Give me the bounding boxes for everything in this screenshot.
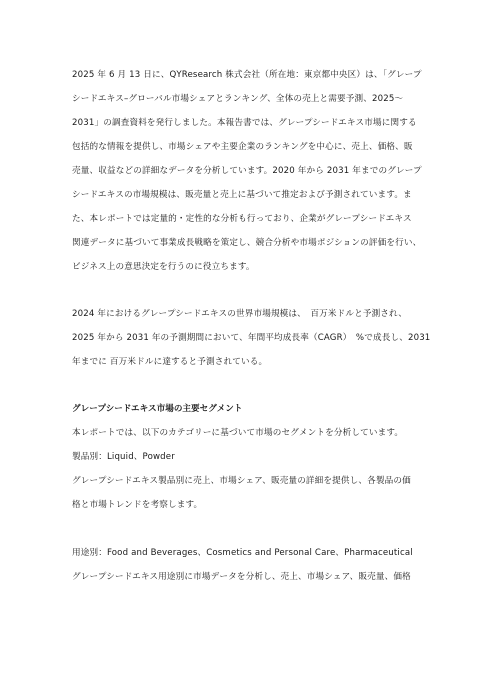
product-desc-line: 格と市場トレンドを考察します。: [72, 500, 203, 510]
intro-line: ビジネス上の意思決定を行うのに役立ちます。: [72, 262, 255, 272]
intro-line: 2025 年 6 月 13 日に、QYResearch 株式会社（所在地：東京都中央区）は、「グレープ: [72, 70, 422, 80]
intro-line: シードエキスの市場規模は、販売量と売上に基づいて推定および予測されています。ま: [72, 190, 412, 200]
product-segment-description: [72, 469, 420, 517]
market-size-line: 2024 年におけるグレープシードエキスの世界市場規模は、 百万米ドルと予測され、: [72, 309, 408, 319]
application-segment-description: [72, 565, 420, 589]
segments-heading: グレープシードエキス市場の主要セグメント: [72, 404, 243, 414]
intro-line: た、本レポートでは定量的・定性的な分析も行っており、企業がグレープシードエキス: [72, 214, 412, 224]
intro-line: 売量、収益などの詳細なデータを分析しています。2020 年から 2031 年までのグレープ: [72, 166, 422, 176]
paragraph-spacer: [72, 517, 420, 541]
product-desc-line: グレープシードエキス製品別に売上、市場シェア、販売量の詳細を提供し、各製品の価: [72, 476, 411, 486]
market-size-line: 年までに 百万米ドルに達すると予測されている。: [72, 357, 268, 367]
paragraph-spacer: [72, 279, 420, 302]
product-segment-label: 製品別：Liquid、Powder: [72, 452, 175, 462]
market-size-paragraph: [72, 302, 431, 374]
intro-paragraph: [72, 63, 420, 279]
application-desc-line: グレープシードエキス用途別に市場データを分析し、売上、市場シェア、販売量、価格: [72, 572, 411, 582]
intro-line: 2031」の調査資料を発行しました。本報告書では、グレープシードエキス市場に関する: [72, 118, 417, 128]
application-segment-label: 用途別：Food and Beverages、Cosmetics and Personal Care、Pharmaceutical: [72, 548, 413, 558]
market-size-line: 2025 年から 2031 年の予測期間において、年間平均成長率（CAGR） %で成長し、2031: [72, 333, 431, 343]
intro-line: 関連データに基づいて事業成長戦略を策定し、競合分析や市場ポジションの評価を行い、: [72, 238, 422, 248]
paragraph-spacer: [72, 374, 420, 397]
intro-line: シードエキス–グローバル市場シェアとランキング、全体の売上と需要予測、2025～: [72, 94, 404, 104]
segments-intro: 本レポートでは、以下のカテゴリーに基づいて市場のセグメントを分析しています。: [72, 428, 404, 438]
intro-line: 包括的な情報を提供し、市場シェアや主要企業のランキングを中心に、売上、価格、販: [72, 142, 413, 152]
